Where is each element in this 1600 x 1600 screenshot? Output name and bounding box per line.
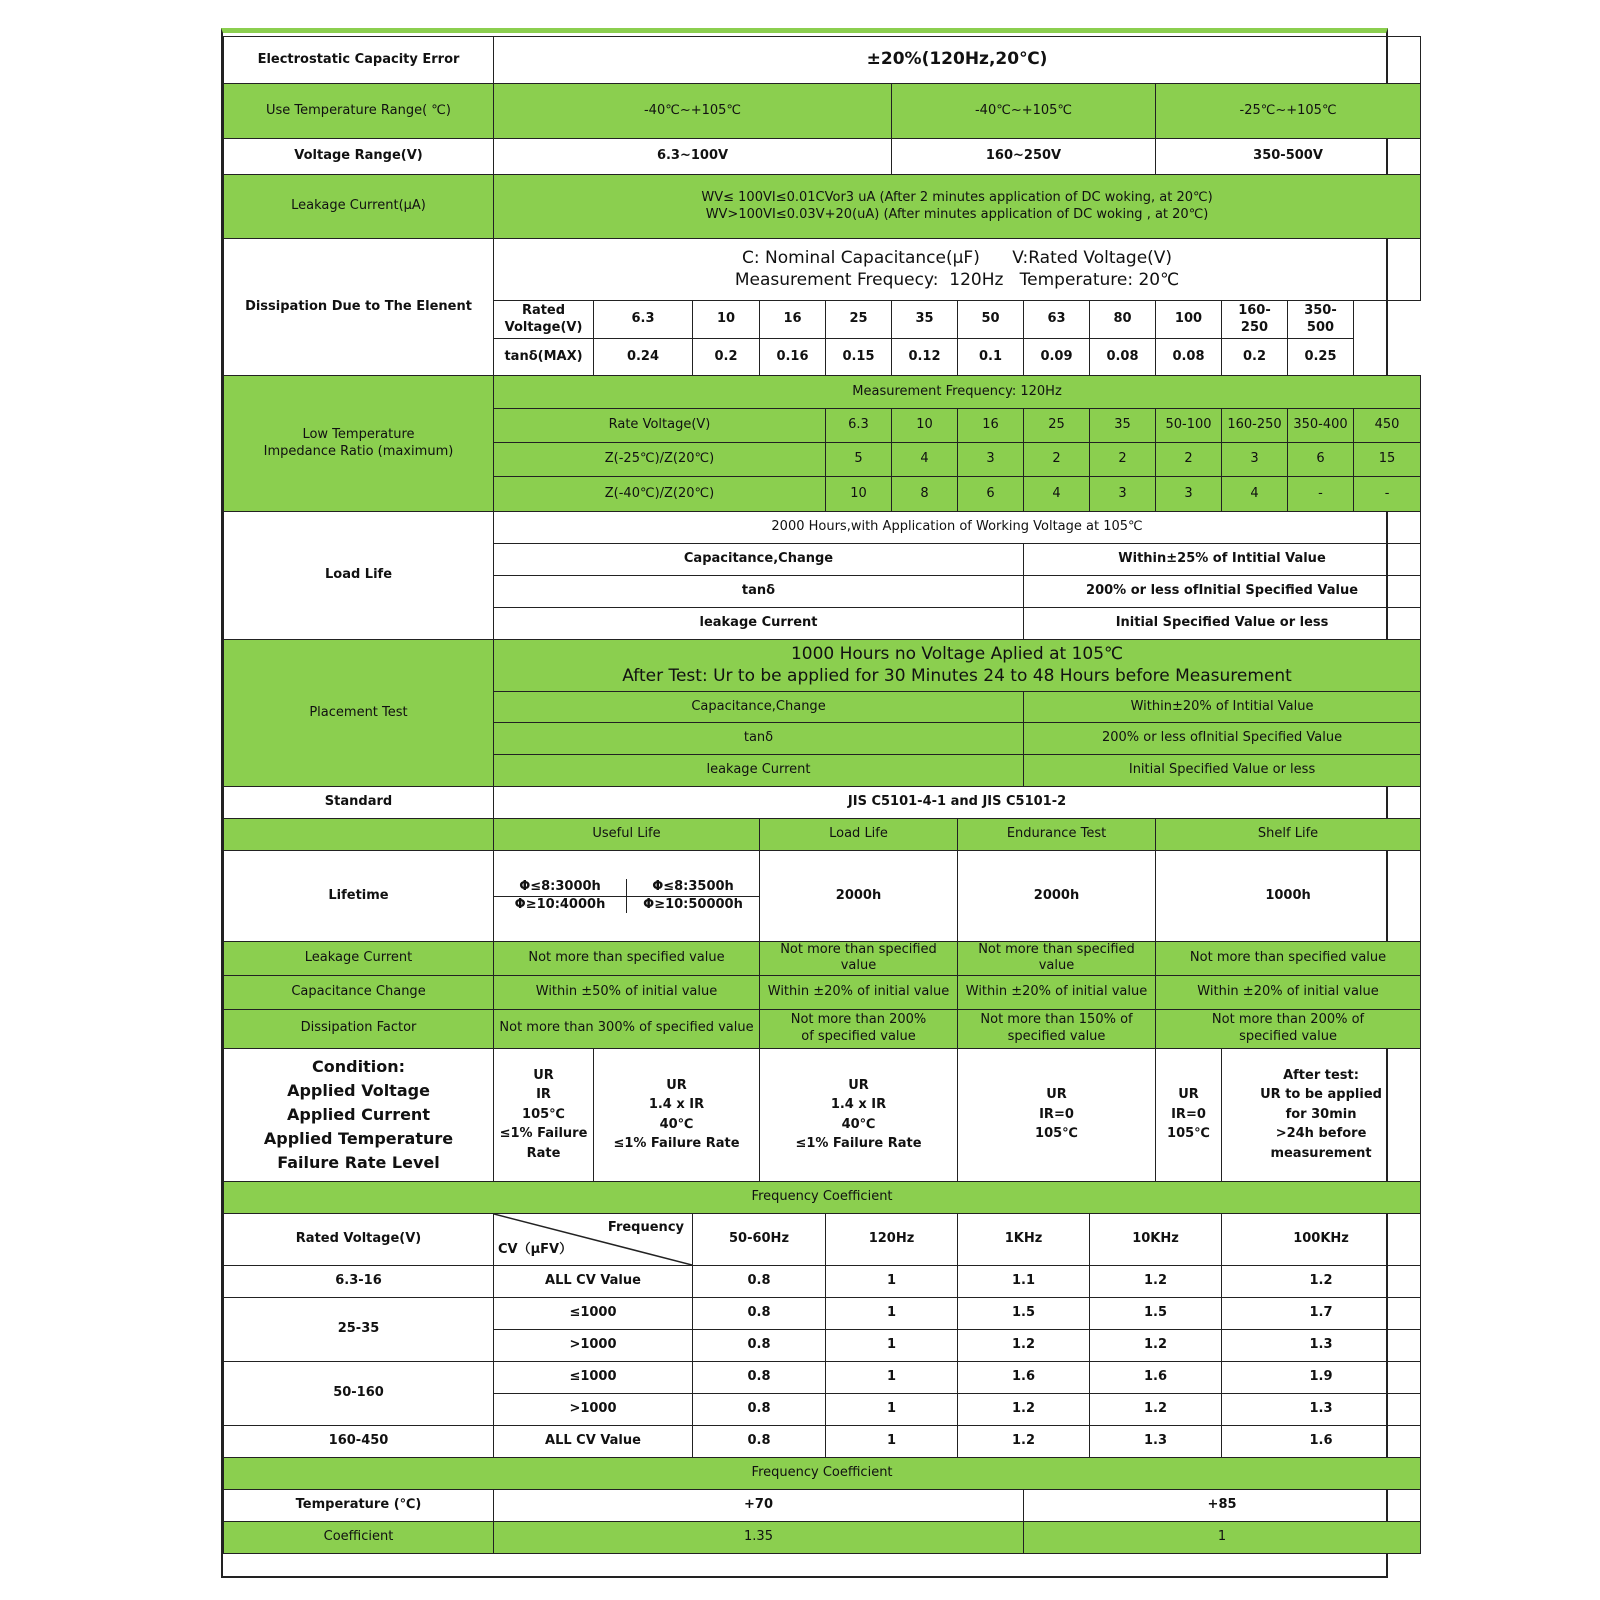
- condition-line: IR=0: [1039, 1106, 1074, 1122]
- freq-coef: 1: [826, 1329, 958, 1361]
- row-temp-coef-title: [224, 1457, 1421, 1489]
- leakage-line: WV>100VI≤0.03V+20(uA) (After minutes application of DC woking , at 20℃): [705, 206, 1209, 222]
- dissipation-voltage: 6.3: [594, 301, 693, 339]
- low-temp-label-line: Impedance Ratio (maximum): [263, 443, 454, 459]
- low-temp-voltage: 25: [1024, 409, 1090, 443]
- freq-coef: 0.8: [693, 1361, 826, 1393]
- freq-voltage-group: 25-35: [224, 1297, 494, 1361]
- capacity-error-value: ±20%(120Hz,20℃): [494, 37, 1421, 84]
- freq-coef: 1: [826, 1297, 958, 1329]
- tan-value: 0.2: [1222, 339, 1288, 376]
- condition-line: Rate: [526, 1145, 561, 1161]
- temp-range-value: -40℃~+105℃: [892, 84, 1156, 139]
- tan-max-label: tanδ(MAX): [494, 339, 594, 376]
- freq-cv: >1000: [494, 1393, 693, 1425]
- placement-item: tanδ: [494, 723, 1024, 755]
- condition-line: After test:: [1283, 1067, 1359, 1083]
- leakage-row-value: Not more than specified value: [760, 942, 958, 976]
- voltage-range-value: 160~250V: [892, 139, 1156, 175]
- condition-load-life: [760, 1048, 958, 1181]
- z40-value: 8: [892, 477, 958, 512]
- freq-coef: 1.5: [1090, 1297, 1222, 1329]
- freq-voltage-group: 160-450: [224, 1425, 494, 1457]
- temperature-value: +85: [1024, 1489, 1421, 1521]
- dissipation-factor-value: [760, 1009, 958, 1048]
- load-life-value: 200% or less ofInitial Specified Value: [1024, 576, 1421, 608]
- rate-voltage-label: Rate Voltage(V): [494, 409, 826, 443]
- freq-cv: ≤1000: [494, 1361, 693, 1393]
- spec-sheet: [221, 28, 1400, 1578]
- freq-cv: ≤1000: [494, 1297, 693, 1329]
- condition-label-line: Failure Rate Level: [277, 1152, 440, 1172]
- condition-line: UR: [533, 1067, 554, 1083]
- condition-line: 1.4 x IR: [648, 1097, 705, 1112]
- z25-value: 3: [958, 443, 1024, 477]
- condition-line: 40℃: [841, 1116, 876, 1132]
- freq-coef: 1.2: [1090, 1265, 1222, 1297]
- freq-header: 1KHz: [958, 1213, 1090, 1265]
- freq-coef: 1.3: [1090, 1425, 1222, 1457]
- placement-value: Within±20% of Intitial Value: [1024, 692, 1421, 723]
- useful-life-cells: [494, 879, 759, 913]
- load-life-value: Within±25% of Intitial Value: [1024, 544, 1421, 576]
- load-life-hours: 2000h: [760, 851, 958, 942]
- load-life-label: Load Life: [224, 512, 494, 640]
- placement-header-line: After Test: Ur to be applied for 30 Minutes 24 to 48 Hours before Measurement: [622, 665, 1292, 686]
- dissipation-header-line: C: Nominal Capacitance(μF) V:Rated Voltage(V): [742, 248, 1173, 269]
- dissipation-label: Dissipation Due to The Elenent: [224, 239, 494, 376]
- row-standard: [224, 787, 1421, 819]
- condition-line: measurement: [1270, 1145, 1372, 1161]
- df-line: Not more than 200%: [790, 1012, 927, 1028]
- condition-shelf-1: [1156, 1048, 1222, 1181]
- condition-line: IR: [536, 1087, 551, 1103]
- freq-coef: 1: [826, 1361, 958, 1393]
- dissipation-voltage: 80: [1090, 301, 1156, 339]
- row-capacitance-change: [224, 975, 1421, 1009]
- dissipation-factor-value: [1156, 1009, 1421, 1048]
- z40-value: 4: [1222, 477, 1288, 512]
- dissipation-voltage: 10: [693, 301, 760, 339]
- row-dissipation-factor: [224, 1009, 1421, 1048]
- temp-range-value: -40℃~+105℃: [494, 84, 892, 139]
- placement-value: 200% or less ofInitial Specified Value: [1024, 723, 1421, 755]
- useful-life-row: [494, 879, 759, 896]
- z25-value: 6: [1288, 443, 1354, 477]
- freq-cv: >1000: [494, 1329, 693, 1361]
- useful-life-value: Φ≥10:50000h: [643, 896, 743, 912]
- row-freq-title: [224, 1181, 1421, 1213]
- condition-label-line: Applied Current: [287, 1104, 430, 1124]
- condition-line: 40℃: [659, 1116, 694, 1132]
- shelf-life-hours: 1000h: [1156, 851, 1421, 942]
- row-lifetime-header: [224, 819, 1421, 851]
- voltage-range-value: 6.3~100V: [494, 139, 892, 175]
- lifetime-col-header: Useful Life: [494, 819, 760, 851]
- useful-life-row: [494, 897, 759, 913]
- standard-value: JIS C5101-4-1 and JIS C5101-2: [494, 787, 1421, 819]
- leakage-current-label: Leakage Current(μA): [224, 175, 494, 239]
- capacitance-change-value: Within ±20% of initial value: [760, 975, 958, 1009]
- freq-coef: 1.6: [1222, 1425, 1421, 1457]
- load-life-item: leakage Current: [494, 608, 1024, 640]
- freq-header: 10KHz: [1090, 1213, 1222, 1265]
- lifetime-col-header: Shelf Life: [1156, 819, 1421, 851]
- freq-coef: 1.5: [958, 1297, 1090, 1329]
- freq-coef: 1.1: [958, 1265, 1090, 1297]
- freq-coef: 1.2: [1222, 1265, 1421, 1297]
- z40-value: 6: [958, 477, 1024, 512]
- freq-table-row: [224, 1297, 1421, 1329]
- dissipation-header-line: Measurement Frequecy: 120Hz Temperature: 20℃: [734, 269, 1180, 290]
- load-life-item: Capacitance,Change: [494, 544, 1024, 576]
- freq-rated-voltage-label: Rated Voltage(V): [224, 1213, 494, 1265]
- freq-coef: 1.6: [1090, 1361, 1222, 1393]
- freq-coef: 1.9: [1222, 1361, 1421, 1393]
- capacitance-change-value: Within ±50% of initial value: [494, 975, 760, 1009]
- condition-endurance: [958, 1048, 1156, 1181]
- temperature-value: +70: [494, 1489, 1024, 1521]
- freq-coef: 1.3: [1222, 1393, 1421, 1425]
- leakage-row-label: Leakage Current: [224, 942, 494, 976]
- low-temp-voltage: 10: [892, 409, 958, 443]
- leakage-current-spec: [494, 175, 1421, 239]
- useful-life-value: Φ≤8:3000h: [494, 879, 627, 895]
- low-temp-voltage: 35: [1090, 409, 1156, 443]
- spec-table: [223, 36, 1421, 1554]
- dissipation-factor-value: [958, 1009, 1156, 1048]
- freq-coef: 0.8: [693, 1393, 826, 1425]
- placement-header-line: 1000 Hours no Voltage Aplied at 105℃: [790, 644, 1124, 665]
- load-life-value: Initial Specified Value or less: [1024, 608, 1421, 640]
- condition-line: 1.4 x IR: [830, 1097, 887, 1112]
- z40-value: 3: [1156, 477, 1222, 512]
- placement-item: leakage Current: [494, 755, 1024, 787]
- dissipation-voltage: 16: [760, 301, 826, 339]
- freq-coef: 1: [826, 1265, 958, 1297]
- temperature-label: Temperature (℃): [224, 1489, 494, 1521]
- low-temp-voltage: 350-400: [1288, 409, 1354, 443]
- condition-line: 105℃: [1035, 1126, 1078, 1142]
- dissipation-voltage: 50: [958, 301, 1024, 339]
- dissipation-factor-label: Dissipation Factor: [224, 1009, 494, 1048]
- load-life-item: tanδ: [494, 576, 1024, 608]
- z40-value: -: [1354, 477, 1421, 512]
- condition-line: UR: [1046, 1087, 1067, 1103]
- row-dissipation-header: [224, 239, 1421, 301]
- df-line: of specified value: [801, 1028, 916, 1044]
- freq-voltage-group: 50-160: [224, 1361, 494, 1425]
- freq-table-row: [224, 1265, 1421, 1297]
- condition-useful-1: [494, 1048, 594, 1181]
- condition-line: ≤1% Failure: [499, 1126, 588, 1142]
- coefficient-label: Coefficient: [224, 1521, 494, 1553]
- freq-header: 50-60Hz: [693, 1213, 826, 1265]
- condition-line: ≤1% Failure Rate: [795, 1136, 922, 1151]
- dissipation-header: [494, 239, 1421, 301]
- df-line: specified value: [1239, 1028, 1337, 1044]
- freq-cv: ALL CV Value: [494, 1425, 693, 1457]
- freq-coef: 1.2: [958, 1329, 1090, 1361]
- condition-label: [224, 1048, 494, 1181]
- row-leakage: [224, 942, 1421, 976]
- freq-header: 120Hz: [826, 1213, 958, 1265]
- condition-line: IR=0: [1171, 1106, 1206, 1122]
- placement-header: [494, 640, 1421, 692]
- capacitance-change-label: Capacitance Change: [224, 975, 494, 1009]
- tan-value: 0.1: [958, 339, 1024, 376]
- condition-label-line: Condition:: [312, 1056, 405, 1076]
- freq-table-row: [224, 1361, 1421, 1393]
- placement-item: Capacitance,Change: [494, 692, 1024, 723]
- df-line: Not more than 150% of: [980, 1012, 1133, 1028]
- lifetime-header-blank: [224, 819, 494, 851]
- freq-coef-title: Frequency Coefficient: [224, 1181, 1421, 1213]
- freq-coef: 0.8: [693, 1425, 826, 1457]
- useful-life-value: Φ≥10:4000h: [494, 897, 627, 913]
- z40-value: 3: [1090, 477, 1156, 512]
- freq-coef: 1.2: [1090, 1329, 1222, 1361]
- z25-value: 4: [892, 443, 958, 477]
- z25-value: 2: [1024, 443, 1090, 477]
- tan-value: 0.08: [1090, 339, 1156, 376]
- tan-value: 0.24: [594, 339, 693, 376]
- lifetime-label: Lifetime: [224, 851, 494, 942]
- z25-value: 15: [1354, 443, 1421, 477]
- condition-line: for 30min: [1285, 1106, 1357, 1122]
- z40-value: 10: [826, 477, 892, 512]
- condition-line: UR: [848, 1077, 869, 1093]
- leakage-row-value: Not more than specified value: [958, 942, 1156, 976]
- voltage-range-label: Voltage Range(V): [224, 139, 494, 175]
- tan-value: 0.2: [693, 339, 760, 376]
- low-temp-voltage: 6.3: [826, 409, 892, 443]
- row-capacity-error: [224, 37, 1421, 84]
- voltage-range-value: 350-500V: [1156, 139, 1421, 175]
- z25-value: 2: [1156, 443, 1222, 477]
- row-voltage-range: [224, 139, 1421, 175]
- freq-coef: 1.2: [958, 1393, 1090, 1425]
- freq-cv: ALL CV Value: [494, 1265, 693, 1297]
- temp-range-value: -25℃~+105℃: [1156, 84, 1421, 139]
- rated-voltage-label: Rated Voltage(V): [494, 301, 594, 339]
- row-load-life-header: [224, 512, 1421, 544]
- condition-line: 105℃: [1167, 1126, 1210, 1142]
- freq-coef: 1.7: [1222, 1297, 1421, 1329]
- low-temp-voltage: 450: [1354, 409, 1421, 443]
- freq-coef: 1: [826, 1393, 958, 1425]
- dissipation-voltage: 160-250: [1222, 301, 1288, 339]
- capacity-error-label: Electrostatic Capacity Error: [224, 37, 494, 84]
- placement-test-label: Placement Test: [224, 640, 494, 787]
- freq-coef: 0.8: [693, 1329, 826, 1361]
- dissipation-voltage: 25: [826, 301, 892, 339]
- dissipation-factor-value: Not more than 300% of specified value: [494, 1009, 760, 1048]
- tan-value: 0.09: [1024, 339, 1090, 376]
- low-temp-voltage: 16: [958, 409, 1024, 443]
- dissipation-voltage: 63: [1024, 301, 1090, 339]
- condition-line: UR: [1178, 1087, 1199, 1103]
- lifetime-col-header: Load Life: [760, 819, 958, 851]
- useful-life-value: Φ≤8:3500h: [652, 879, 734, 895]
- row-temperature: [224, 1489, 1421, 1521]
- freq-header: 100KHz: [1222, 1213, 1421, 1265]
- tan-value: 0.08: [1156, 339, 1222, 376]
- condition-useful-2: [594, 1048, 760, 1181]
- condition-line: >24h before: [1275, 1126, 1367, 1142]
- leakage-line: WV≤ 100VI≤0.01CVor3 uA (After 2 minutes application of DC woking, at 20℃): [701, 190, 1213, 206]
- z25-value: 3: [1222, 443, 1288, 477]
- capacitance-change-value: Within ±20% of initial value: [958, 975, 1156, 1009]
- freq-coef: 1: [826, 1425, 958, 1457]
- freq-coef: 1.2: [958, 1425, 1090, 1457]
- useful-life-grid: [494, 851, 760, 942]
- leakage-row-value: Not more than specified value: [494, 942, 760, 976]
- freq-coef: 1.6: [958, 1361, 1090, 1393]
- placement-value: Initial Specified Value or less: [1024, 755, 1421, 787]
- freq-coef: 0.8: [693, 1297, 826, 1329]
- dissipation-voltage: 100: [1156, 301, 1222, 339]
- condition-line: UR: [666, 1077, 687, 1093]
- dissipation-voltage: 35: [892, 301, 958, 339]
- row-temp-range: [224, 84, 1421, 139]
- low-temp-label-line: Low Temperature: [302, 427, 415, 443]
- load-life-header: 2000 Hours,with Application of Working Voltage at 105℃: [494, 512, 1421, 544]
- dissipation-voltage: 350-500: [1288, 301, 1354, 339]
- freq-coef: 1.3: [1222, 1329, 1421, 1361]
- tan-value: 0.25: [1288, 339, 1354, 376]
- freq-voltage-group: 6.3-16: [224, 1265, 494, 1297]
- z25-value: 2: [1090, 443, 1156, 477]
- z40-label: Z(-40℃)/Z(20℃): [494, 477, 826, 512]
- freq-cv-diagonal-cell: [494, 1213, 693, 1265]
- cv-label: CV（μFV）: [498, 1242, 573, 1258]
- lifetime-col-header: Endurance Test: [958, 819, 1156, 851]
- row-coefficient: [224, 1521, 1421, 1553]
- df-line: Not more than 200% of: [1211, 1012, 1365, 1028]
- z25-value: 5: [826, 443, 892, 477]
- row-low-temp-header: [224, 376, 1421, 409]
- row-freq-header: [224, 1213, 1421, 1265]
- leakage-row-value: Not more than specified value: [1156, 942, 1421, 976]
- standard-label: Standard: [224, 787, 494, 819]
- endurance-hours: 2000h: [958, 851, 1156, 942]
- condition-line: UR to be applied: [1260, 1087, 1382, 1103]
- condition-shelf-2: [1222, 1048, 1421, 1181]
- frequency-label: Frequency: [607, 1219, 684, 1235]
- tan-value: 0.15: [826, 339, 892, 376]
- z40-value: 4: [1024, 477, 1090, 512]
- row-leakage-current: [224, 175, 1421, 239]
- coefficient-value: 1: [1024, 1521, 1421, 1553]
- capacitance-change-value: Within ±20% of initial value: [1156, 975, 1421, 1009]
- low-temp-voltage: 50-100: [1156, 409, 1222, 443]
- coefficient-value: 1.35: [494, 1521, 1024, 1553]
- low-temp-label: [224, 376, 494, 512]
- condition-line: ≤1% Failure Rate: [613, 1136, 740, 1151]
- row-condition: [224, 1048, 1421, 1181]
- df-line: specified value: [1007, 1028, 1106, 1044]
- tan-value: 0.12: [892, 339, 958, 376]
- freq-coef: 1.2: [1090, 1393, 1222, 1425]
- temp-coef-title: Frequency Coefficient: [224, 1457, 1421, 1489]
- low-temp-header: Measurement Frequency: 120Hz: [494, 376, 1421, 409]
- condition-label-line: Applied Voltage: [287, 1080, 430, 1100]
- temp-range-label: Use Temperature Range( ℃): [224, 84, 494, 139]
- condition-label-line: Applied Temperature: [263, 1128, 454, 1148]
- tan-value: 0.16: [760, 339, 826, 376]
- low-temp-voltage: 160-250: [1222, 409, 1288, 443]
- freq-table-row: [224, 1425, 1421, 1457]
- row-lifetime: [224, 851, 1421, 942]
- condition-line: 105℃: [522, 1106, 565, 1122]
- z25-label: Z(-25℃)/Z(20℃): [494, 443, 826, 477]
- row-placement-header: [224, 640, 1421, 692]
- z40-value: -: [1288, 477, 1354, 512]
- freq-coef: 0.8: [693, 1265, 826, 1297]
